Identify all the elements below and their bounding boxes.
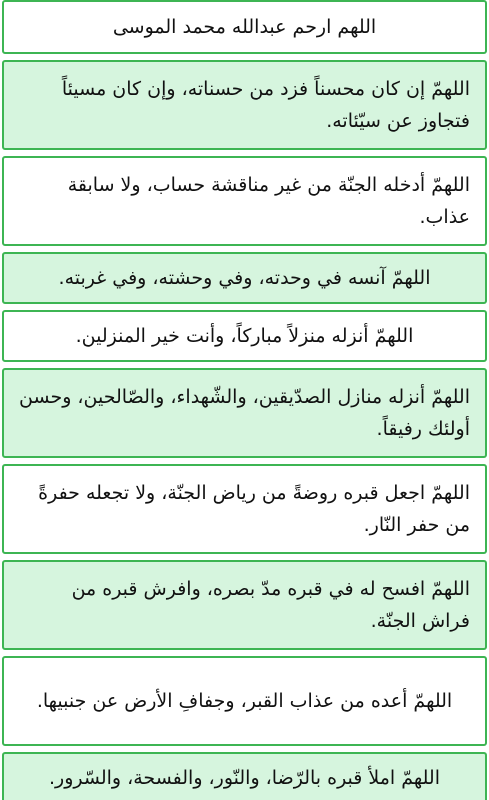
prayer-card bbox=[2, 252, 487, 304]
prayer-text: اللهمّ افسح له في قبره مدّ بصره، وافرش قبره من فراش الجنّة. bbox=[71, 578, 470, 632]
prayer-card bbox=[2, 0, 487, 54]
prayer-card bbox=[2, 60, 487, 150]
prayer-text: اللهمّ املأ قبره بالرّضا، والنّور، والفسحة، والسّرور. bbox=[49, 767, 441, 789]
prayer-card bbox=[2, 656, 487, 746]
prayer-card bbox=[2, 464, 487, 554]
prayer-text: اللهم ارحم عبدالله محمد الموسى bbox=[112, 16, 377, 38]
prayer-card bbox=[2, 560, 487, 650]
prayer-text: اللهمّ أدخله الجنّة من غير مناقشة حساب، ولا سابقة عذاب. bbox=[67, 174, 470, 228]
prayer-card bbox=[2, 310, 487, 362]
prayer-card bbox=[2, 368, 487, 458]
prayer-card bbox=[2, 156, 487, 246]
prayer-text: اللهمّ أنزله منزلاً مباركاً، وأنت خير المنزلين. bbox=[75, 325, 414, 347]
prayer-text: اللهمّ أنزله منازل الصدّيقين، والشّهداء، والصّالحين، وحسن أولئك رفيقاً. bbox=[19, 386, 470, 440]
prayer-text: اللهمّ إن كان محسناً فزد من حسناته، وإن كان مسيئاً فتجاوز عن سيّئاته. bbox=[61, 78, 470, 132]
prayer-card bbox=[2, 752, 487, 800]
prayer-text: اللهمّ اجعل قبره روضةً من رياض الجنّة، ولا تجعله حفرةً من حفر النّار. bbox=[38, 482, 470, 536]
prayer-text: اللهمّ آنسه في وحدته، وفي وحشته، وفي غربته. bbox=[58, 267, 431, 289]
prayer-text: اللهمّ أعده من عذاب القبر، وجفافِ الأرض عن جنبيها. bbox=[36, 690, 453, 712]
